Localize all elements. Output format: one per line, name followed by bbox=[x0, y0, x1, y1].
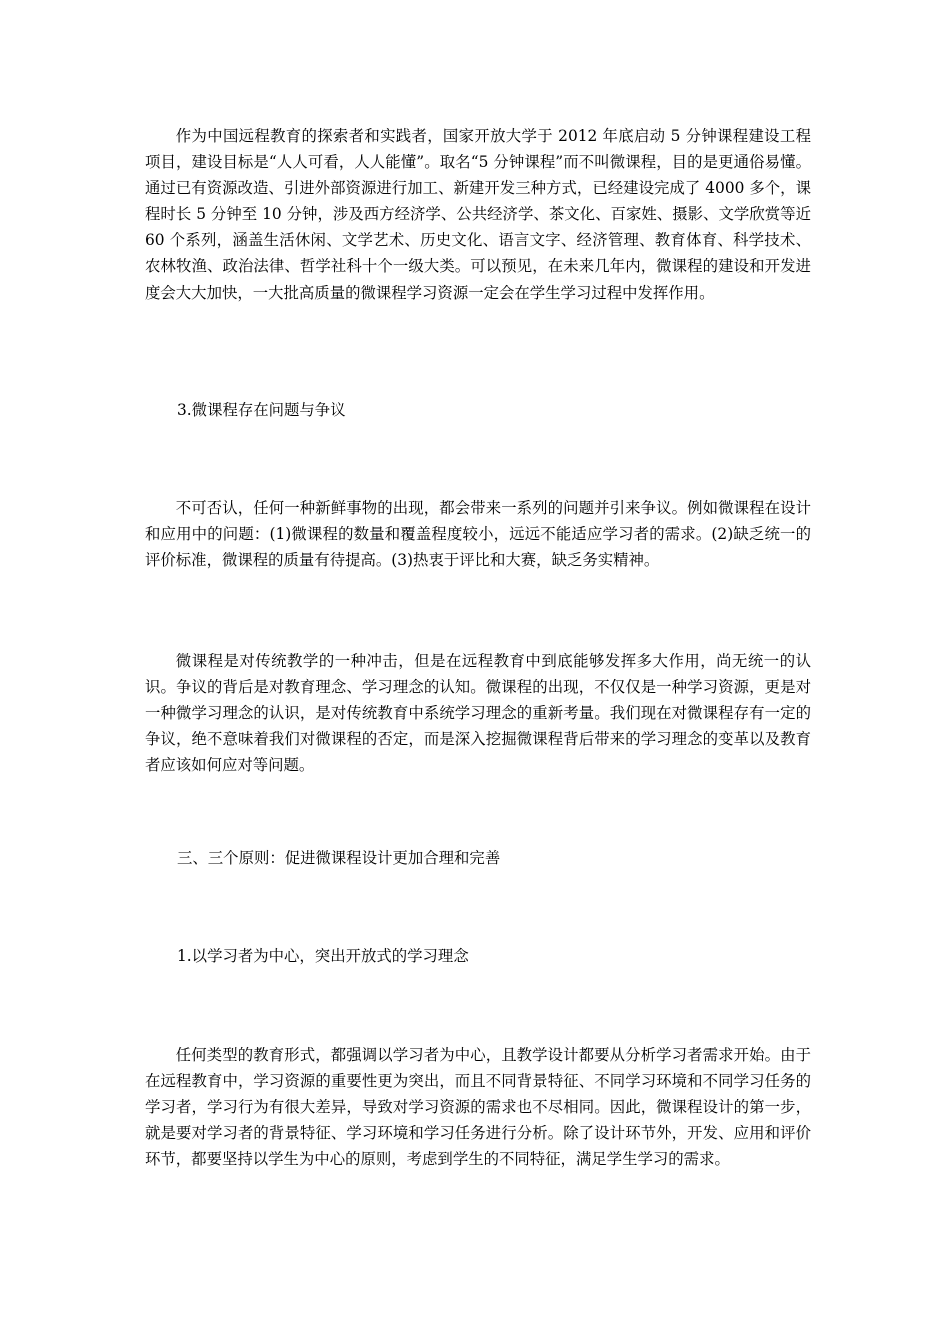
body-paragraph: 微课程是对传统教学的一种冲击，但是在远程教育中到底能够发挥多大作用，尚无统一的认识。争议的背后是对教育理念、学习理念的认知。微课程的出现，不仅仅是一种学习资源，更是对一种微学习理念的认识，是对传统教育中系统学习理念的重新考量。我们现在对微课程存有一定的争议，绝不意味着我们对微课程的否定，而是深入挖掘微课程背后带来的学习理念的变革以及教育者应该如何应对等问题。 bbox=[145, 652, 811, 775]
body-paragraph: 不可否认，任何一种新鲜事物的出现，都会带来一系列的问题并引来争议。例如微课程在设计和应用中的问题：(1)微课程的数量和覆盖程度较小，远远不能适应学习者的需求。(2)缺乏统一的评价标准，微课程的质量有待提高。(3)热衷于评比和大赛，缺乏务实精神。 bbox=[145, 499, 811, 570]
body-paragraph: 作为中国远程教育的探索者和实践者，国家开放大学于 2012 年底启动 5 分钟课程建设工程项目，建设目标是“人人可看，人人能懂”。取名“5 分钟课程”而不叫微课程，目的是更通俗易懂。通过已有资源改造、引进外部资源进行加工、新建开发三种方式，已经建设完成了 4000 多个，课程时长 5 分钟至 10 分钟，涉及西方经济学、公共经济学、茶文化、百家姓、摄影、文学欣赏等近 60 个系列，涵盖生活休闲、文学艺术、历史文化、语言文字、经济管理、教育体育、科学技术、农林牧渔、政治法律、哲学社科十个一级大类。可以预见，在未来几年内，微课程的建设和开发进度会大大加快，一大批高质量的微课程学习资源一定会在学生学习过程中发挥作用。 bbox=[145, 127, 811, 302]
chapter-heading: 三、三个原则：促进微课程设计更加合理和完善 bbox=[177, 849, 501, 867]
section-heading: 3.微课程存在问题与争议 bbox=[177, 401, 346, 419]
body-paragraph: 任何类型的教育形式，都强调以学习者为中心，且教学设计都要从分析学习者需求开始。由于在远程教育中，学习资源的重要性更为突出，而且不同背景特征、不同学习环境和不同学习任务的学习者，学习行为有很大差异，导致对学习资源的需求也不尽相同。因此，微课程设计的第一步，就是要对学习者的背景特征、学习环境和学习任务进行分析。除了设计环节外，开发、应用和评价环节，都要坚持以学生为中心的原则，考虑到学生的不同特征，满足学生学习的需求。 bbox=[145, 1046, 811, 1169]
section-heading: 1.以学习者为中心，突出开放式的学习理念 bbox=[177, 947, 469, 965]
